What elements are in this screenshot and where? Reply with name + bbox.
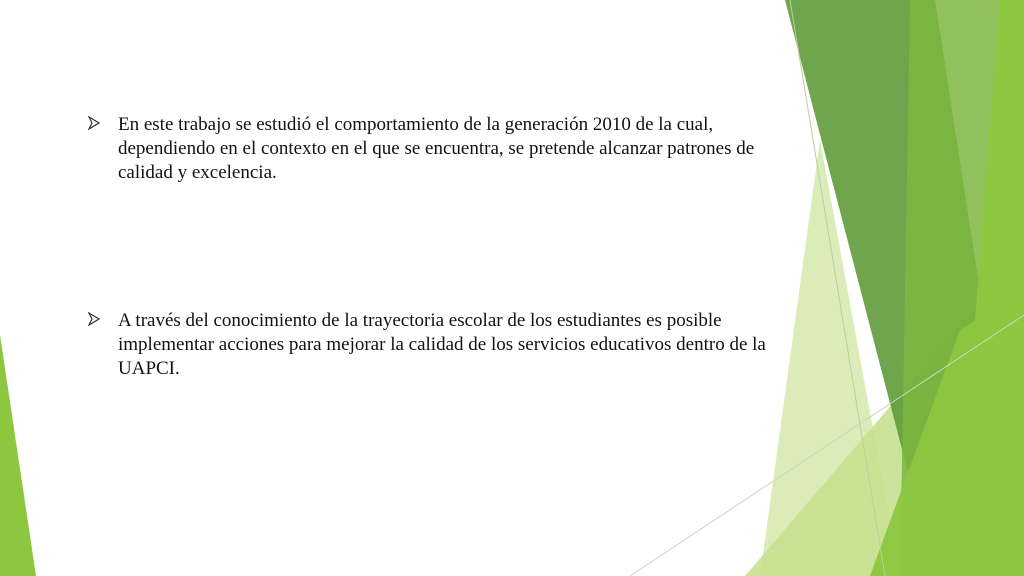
bullet-item-2 — [88, 309, 808, 381]
bullet-text-2: A través del conocimiento de la trayectoria escolar de los estudiantes es posible implementar acciones para mejorar la calidad de los servicios educativos dentro de la UAPCI. — [118, 310, 766, 379]
bullet-item-1 — [88, 113, 808, 185]
arrow-bullet-icon — [88, 309, 118, 331]
left-green-sliver — [0, 335, 36, 576]
bullet-text-1: En este trabajo se estudió el comportamiento de la generación 2010 de la cual, dependiendo en el contexto en el que se encuentra, se pretende alcanzar patrones de calidad y excelencia. — [118, 114, 755, 183]
arrow-bullet-icon — [88, 113, 118, 135]
